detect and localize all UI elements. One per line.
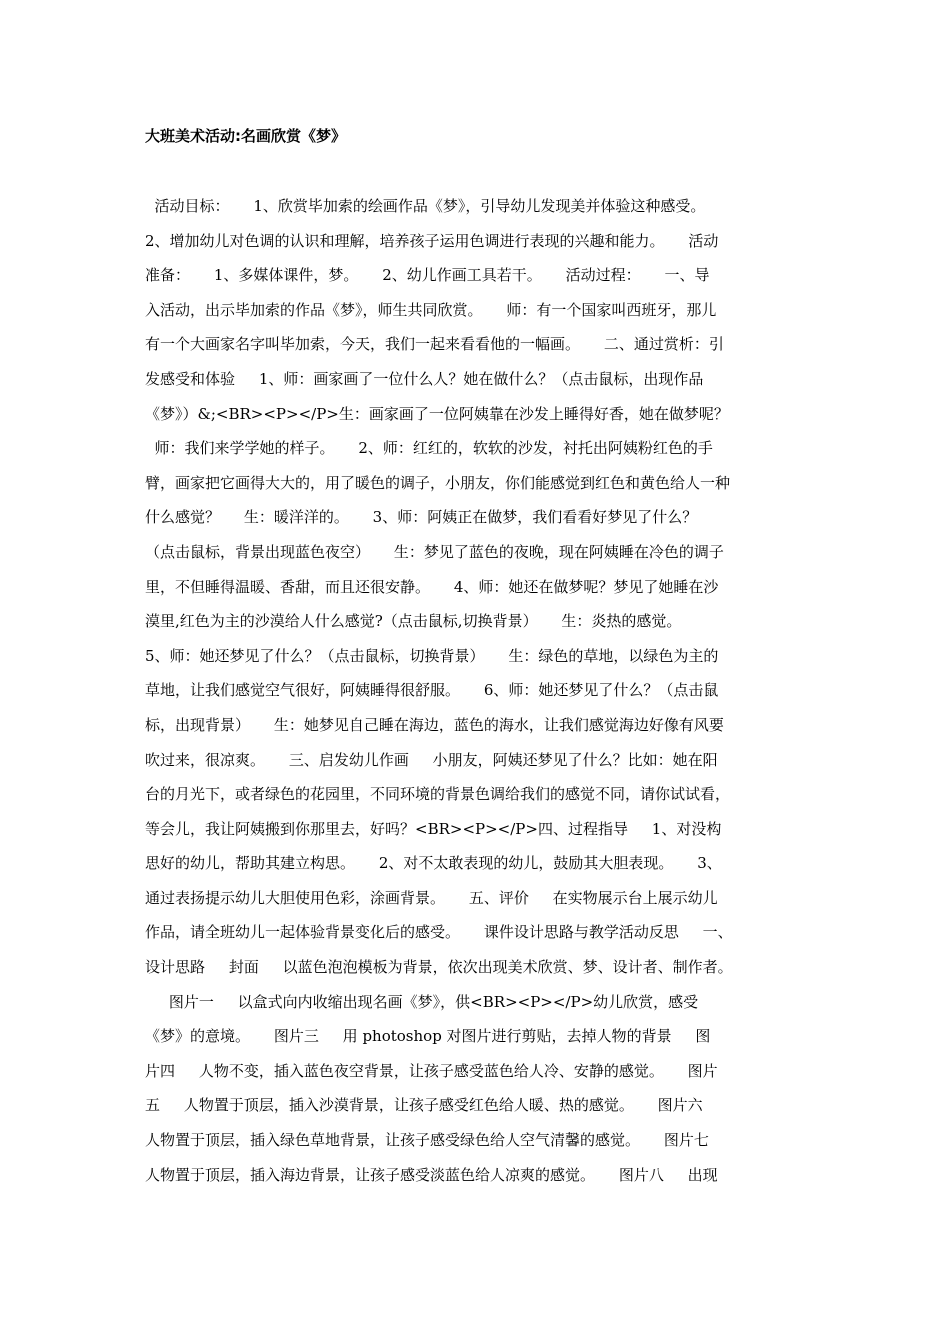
document-title: 大班美术活动:名画欣赏《梦》 xyxy=(145,127,346,145)
body-line: 草地，让我们感觉空气很好，阿姨睡得很舒服。 6、师：她还梦见了什么？（点击鼠 xyxy=(145,681,719,700)
body-line: 人物置于顶层，插入海边背景，让孩子感受淡蓝色给人凉爽的感觉。 图片八 出现 xyxy=(145,1165,718,1184)
body-line: 发感受和体验 1、师：画家画了一位什么人？她在做什么？（点击鼠标，出现作品 xyxy=(145,369,704,388)
body-line: 标，出现背景） 生：她梦见自己睡在海边，蓝色的海水，让我们感觉海边好像有风要 xyxy=(145,715,724,734)
body-line: 通过表扬提示幼儿大胆使用色彩，涂画背景。 五、评价 在实物展示台上展示幼儿 xyxy=(145,888,718,907)
body-line: 师：我们来学学她的样子。 2、师：红红的，软软的沙发，衬托出阿姨粉红色的手 xyxy=(145,439,713,458)
body-line: 五 人物置于顶层，插入沙漠背景，让孩子感受红色给人暖、热的感觉。 图片六 xyxy=(145,1096,703,1115)
body-line: 人物置于顶层，插入绿色草地背景，让孩子感受绿色给人空气清馨的感觉。 图片七 xyxy=(145,1131,709,1150)
body-line: 片四 人物不变，插入蓝色夜空背景，让孩子感受蓝色给人冷、安静的感觉。 图片 xyxy=(145,1061,718,1080)
body-line: 臂，画家把它画得大大的，用了暖色的调子，小朋友，你们能感觉到红色和黄色给人一种 xyxy=(145,473,731,492)
body-line: 里，不但睡得温暖、香甜，而且还很安静。 4、师：她还在做梦呢？梦见了她睡在沙 xyxy=(145,577,719,596)
body-line: 入活动，出示毕加索的作品《梦》，师生共同欣赏。 师：有一个国家叫西班牙，那儿 xyxy=(145,300,717,319)
body-line: 活动目标： 1、欣赏毕加索的绘画作品《梦》，引导幼儿发现美并体验这种感受。 xyxy=(145,197,706,215)
document-body xyxy=(145,189,825,1192)
body-line: 台的月光下，或者绿色的花园里，不同环境的背景色调给我们的感觉不同，请你试试看， xyxy=(145,785,731,804)
body-line: 图片一 以盒式向内收缩出现名画《梦》，供<BR><P></P>幼儿欣赏，感受 xyxy=(145,992,699,1011)
body-line: 准备： 1、多媒体课件，梦。 2、幼儿作画工具若干。 活动过程： 一、导 xyxy=(145,266,710,285)
body-line: 设计思路 封面 以蓝色泡泡模板为背景，依次出现美术欣赏、梦、设计者、制作者。 xyxy=(145,958,733,977)
body-line: 5、师：她还梦见了什么？（点击鼠标，切换背景） 生：绿色的草地，以绿色为主的 xyxy=(145,646,719,665)
body-line: 漠里,红色为主的沙漠给人什么感觉?（点击鼠标,切换背景） 生：炎热的感觉。 xyxy=(145,612,682,631)
body-line: 2、增加幼儿对色调的认识和理解，培养孩子运用色调进行表现的兴趣和能力。 活动 xyxy=(145,231,719,250)
body-line: 《梦》）&;<BR><P></P>生：画家画了一位阿姨靠在沙发上睡得好香，她在做梦呢？ xyxy=(145,404,729,423)
body-line: 作品，请全班幼儿一起体验背景变化后的感受。 课件设计思路与教学活动反思 一、 xyxy=(145,923,733,942)
body-line: 思好的幼儿，帮助其建立构思。 2、对不太敢表现的幼儿，鼓励其大胆表现。 3、 xyxy=(145,854,722,873)
body-line: 《梦》的意境。 图片三 用 photoshop 对图片进行剪贴，去掉人物的背景 图 xyxy=(145,1027,711,1046)
body-line: 等会儿，我让阿姨搬到你那里去，好吗？<BR><P></P>四、过程指导 1、对没构 xyxy=(145,819,722,838)
body-line: （点击鼠标，背景出现蓝色夜空） 生：梦见了蓝色的夜晚，现在阿姨睡在冷色的调子 xyxy=(145,542,724,561)
body-line: 什么感觉？ 生：暖洋洋的。 3、师：阿姨正在做梦，我们看看好梦见了什么？ xyxy=(145,508,698,527)
body-line: 吹过来，很凉爽。 三、启发幼儿作画 小朋友，阿姨还梦见了什么？比如：她在阳 xyxy=(145,750,718,769)
body-line: 有一个大画家名字叫毕加索，今天，我们一起来看看他的一幅画。 二、通过赏析：引 xyxy=(145,335,724,354)
